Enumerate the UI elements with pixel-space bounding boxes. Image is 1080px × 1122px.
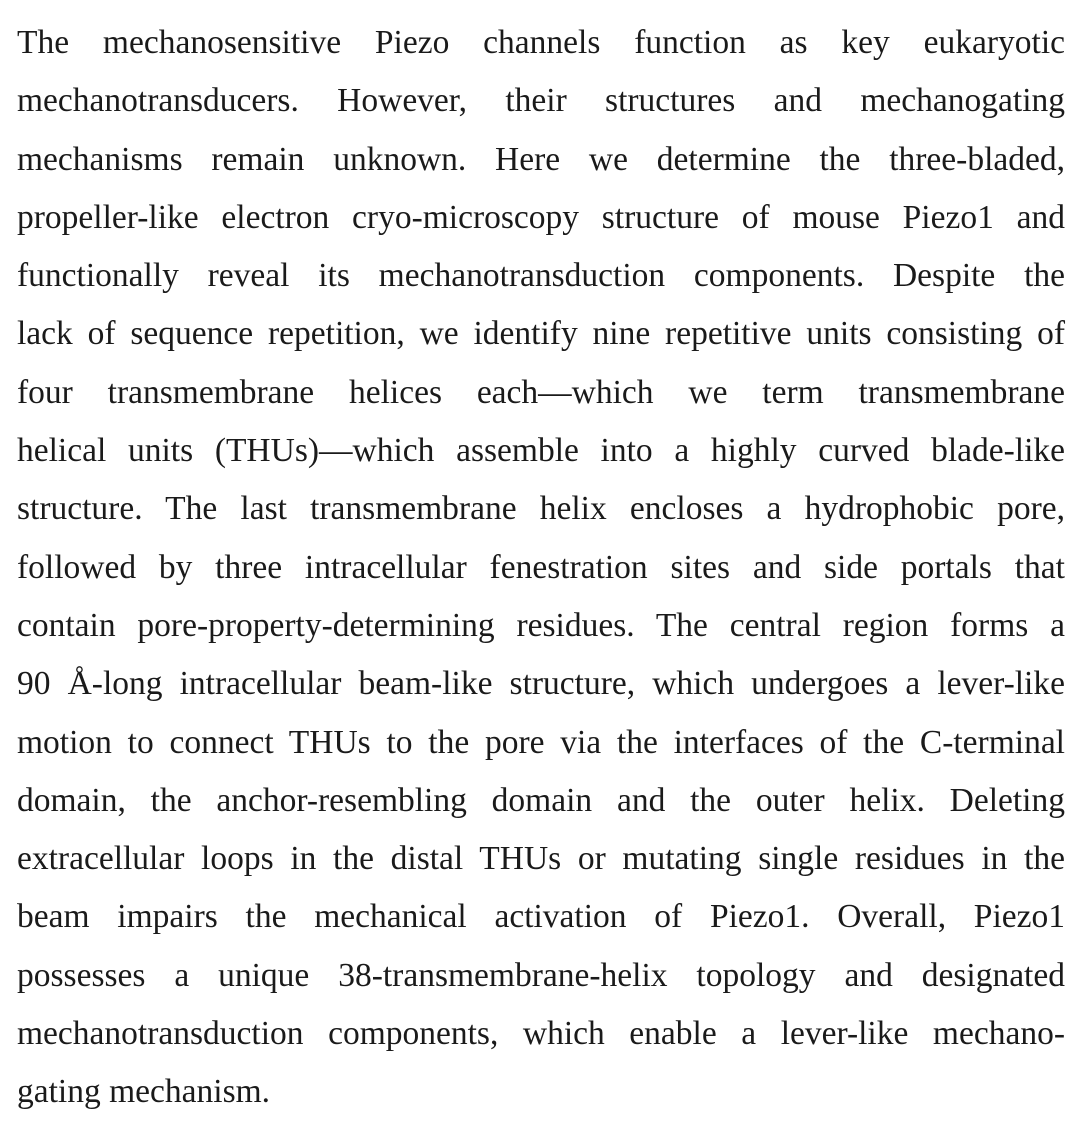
abstract-line: motion to connect THUs to the pore via the interfaces of the C-terminal bbox=[17, 723, 1065, 761]
abstract-line: mechanotransducers. However, their structures and mechanogating bbox=[17, 82, 1065, 120]
abstract-line: contain pore-property-determining residues. The central region forms a bbox=[17, 606, 1065, 644]
abstract-paragraph bbox=[17, 14, 1065, 1122]
abstract-line: mechanotransduction components, which enable a lever-like mechano- bbox=[17, 1015, 1065, 1053]
abstract-line: possesses a unique 38-transmembrane-helix topology and designated bbox=[17, 956, 1065, 994]
abstract-line: 90 Å-long intracellular beam-like structure, which undergoes a lever-like bbox=[17, 665, 1065, 703]
abstract-line: helical units (THUs)—which assemble into a highly curved blade-like bbox=[17, 432, 1065, 470]
abstract-line: followed by three intracellular fenestration sites and side portals that bbox=[17, 548, 1065, 586]
abstract-line: beam impairs the mechanical activation of Piezo1. Overall, Piezo1 bbox=[17, 898, 1065, 936]
abstract-line: gating mechanism. bbox=[17, 1073, 271, 1111]
abstract-line: lack of sequence repetition, we identify nine repetitive units consisting of bbox=[17, 315, 1065, 353]
abstract-line: extracellular loops in the distal THUs or mutating single residues in the bbox=[17, 840, 1065, 878]
abstract-line: structure. The last transmembrane helix encloses a hydrophobic pore, bbox=[17, 490, 1065, 528]
abstract-line: mechanisms remain unknown. Here we determine the three-bladed, bbox=[17, 140, 1065, 178]
abstract-line: domain, the anchor-resembling domain and the outer helix. Deleting bbox=[17, 781, 1065, 819]
abstract-line: four transmembrane helices each—which we term transmembrane bbox=[17, 373, 1065, 411]
abstract-line: propeller-like electron cryo-microscopy structure of mouse Piezo1 and bbox=[17, 198, 1065, 236]
abstract-line: The mechanosensitive Piezo channels function as key eukaryotic bbox=[17, 24, 1065, 61]
abstract-line: functionally reveal its mechanotransduction components. Despite the bbox=[17, 257, 1065, 295]
